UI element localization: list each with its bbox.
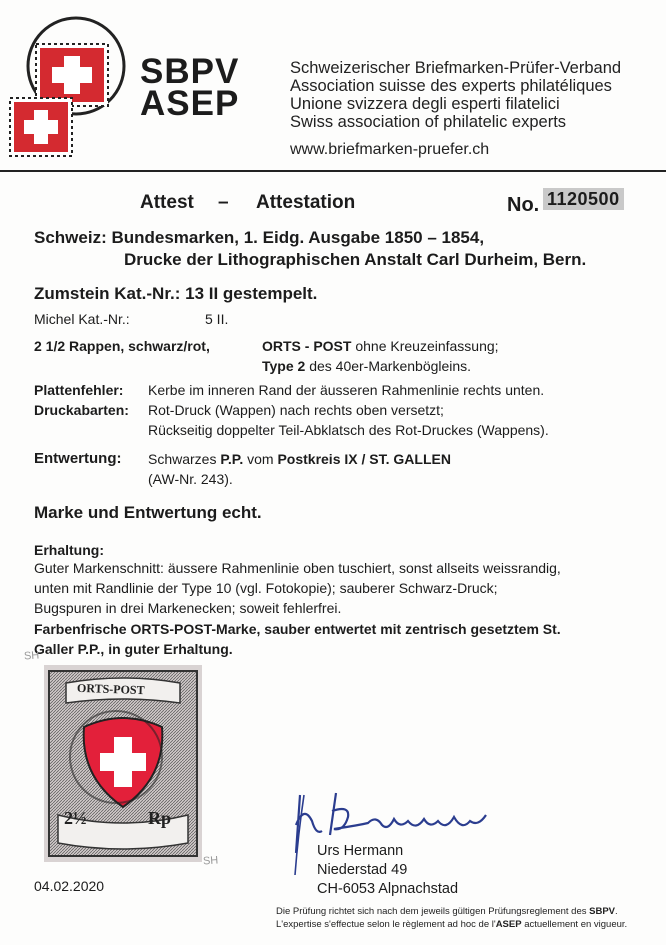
type-label: Type 2	[262, 358, 306, 374]
zumstein-number: Zumstein Kat.-Nr.: 13 II gestempelt.	[34, 284, 318, 303]
druckabarten-line-1: Rot-Druck (Wappen) nach rechts oben versetzt;	[148, 402, 444, 418]
expert-city: CH-6053 Alpnachstad	[317, 881, 459, 897]
authenticity-statement: Marke und Entwertung echt.	[34, 503, 262, 522]
number-label: No.	[507, 194, 540, 216]
orts-post-rest: ohne Kreuzeinfassung;	[351, 338, 499, 354]
footer-line-2	[276, 918, 627, 931]
druckabarten-label: Druckabarten:	[34, 402, 129, 418]
sbpv-logo	[6, 14, 146, 164]
michel-value: 5 II.	[205, 311, 229, 327]
logo-text-asep: ASEP	[140, 84, 240, 123]
summary-line-1: Farbenfrische ORTS-POST-Marke, sauber entwertet mit zentrisch gesetztem St.	[34, 621, 561, 637]
assoc-fr: Association suisse des experts philatéliques	[290, 77, 612, 95]
type-rest: des 40er-Markenbögleins.	[305, 358, 472, 374]
footer-sbpv: SBPV	[589, 906, 616, 917]
plattenfehler-label: Plattenfehler:	[34, 382, 124, 398]
handstamp-mark-bottom: SH	[202, 854, 219, 868]
footer-line-1	[276, 905, 627, 918]
association-names	[290, 59, 621, 131]
footer-line-2-text: L'expertise s'effectue selon le règlement ad hoc de l'	[276, 919, 496, 930]
erhaltung-line-3: Bugspuren in drei Markenecken; soweit fehlerfrei.	[34, 600, 342, 616]
swiss-cross-stamp-logo-icon	[6, 14, 146, 164]
footer-line-1-end: .	[615, 906, 618, 917]
attest-label: Attest	[140, 192, 194, 213]
certificate-date: 04.02.2020	[34, 878, 105, 894]
attest-dash: –	[218, 192, 229, 213]
erhaltung-line-2: unten mit Randlinie der Type 10 (vgl. Fotokopie); sauberer Schwarz-Druck;	[34, 580, 498, 596]
assoc-en: Swiss association of philatelic experts	[290, 113, 567, 131]
stamp-top-text: ORTS-POST	[76, 680, 145, 698]
footer-asep: ASEP	[495, 919, 522, 930]
druckabarten-line-2: Rückseitig doppelter Teil-Abklatsch des Rot-Druckes (Wappens).	[148, 422, 549, 438]
entwertung-note: (AW-Nr. 243).	[148, 471, 233, 487]
assoc-de: Schweizerischer Briefmarken-Prüfer-Verband	[290, 59, 622, 77]
orts-post-description	[262, 336, 499, 376]
erhaltung-text	[34, 558, 561, 618]
certificate-number: 1120500	[543, 188, 624, 210]
title-line-2: Drucke der Lithographischen Anstalt Carl Durheim, Bern.	[124, 250, 587, 269]
entwertung-label: Entwertung:	[34, 450, 122, 467]
title-line-1: Schweiz: Bundesmarken, 1. Eidg. Ausgabe 1850 – 1854,	[34, 228, 485, 247]
entwertung-c: vom	[243, 451, 278, 467]
plattenfehler-value: Kerbe im inneren Rand der äusseren Rahmenlinie rechts unten.	[148, 382, 545, 398]
website-link[interactable]: www.briefmarken-pruefer.ch	[290, 141, 490, 158]
stamp-rp-text: Rp	[148, 808, 172, 828]
footer-line-2-end: actuellement en vigueur.	[521, 919, 628, 930]
expert-street: Niederstad 49	[317, 862, 408, 878]
orts-post-label: ORTS - POST	[262, 338, 352, 354]
erhaltung-label: Erhaltung:	[34, 542, 104, 558]
footer-line-1-text: Die Prüfung richtet sich nach dem jeweils gültigen Prüfungsreglement des	[276, 906, 590, 917]
summary-text	[34, 619, 561, 659]
entwertung-value	[148, 449, 451, 489]
druckabarten-value	[148, 400, 549, 440]
footer-note	[276, 905, 627, 931]
summary-line-2: Galler P.P., in guter Erhaltung.	[34, 641, 233, 657]
michel-label: Michel Kat.-Nr.:	[34, 311, 130, 327]
rappen-description: 2 1/2 Rappen, schwarz/rot,	[34, 338, 210, 354]
expert-address	[317, 842, 458, 899]
erhaltung-line-1: Guter Markenschnitt: äussere Rahmenlinie oben tuschiert, sonst allseits weissrandig,	[34, 560, 561, 576]
entwertung-a: Schwarzes	[148, 451, 221, 467]
expert-name: Urs Hermann	[317, 843, 404, 859]
logo-text-sbpv: SBPV	[140, 52, 240, 91]
entwertung-pp: P.P.	[220, 451, 244, 467]
assoc-it: Unione svizzera degli esperti filatelici	[290, 95, 560, 113]
entwertung-postkreis: Postkreis IX / ST. GALLEN	[277, 451, 451, 467]
stamp-value-text: 2½	[64, 808, 87, 828]
header-divider	[0, 170, 666, 172]
logo-text	[140, 52, 240, 123]
handstamp-mark-top: SH	[23, 649, 40, 663]
attestation-label: Attestation	[256, 192, 356, 213]
